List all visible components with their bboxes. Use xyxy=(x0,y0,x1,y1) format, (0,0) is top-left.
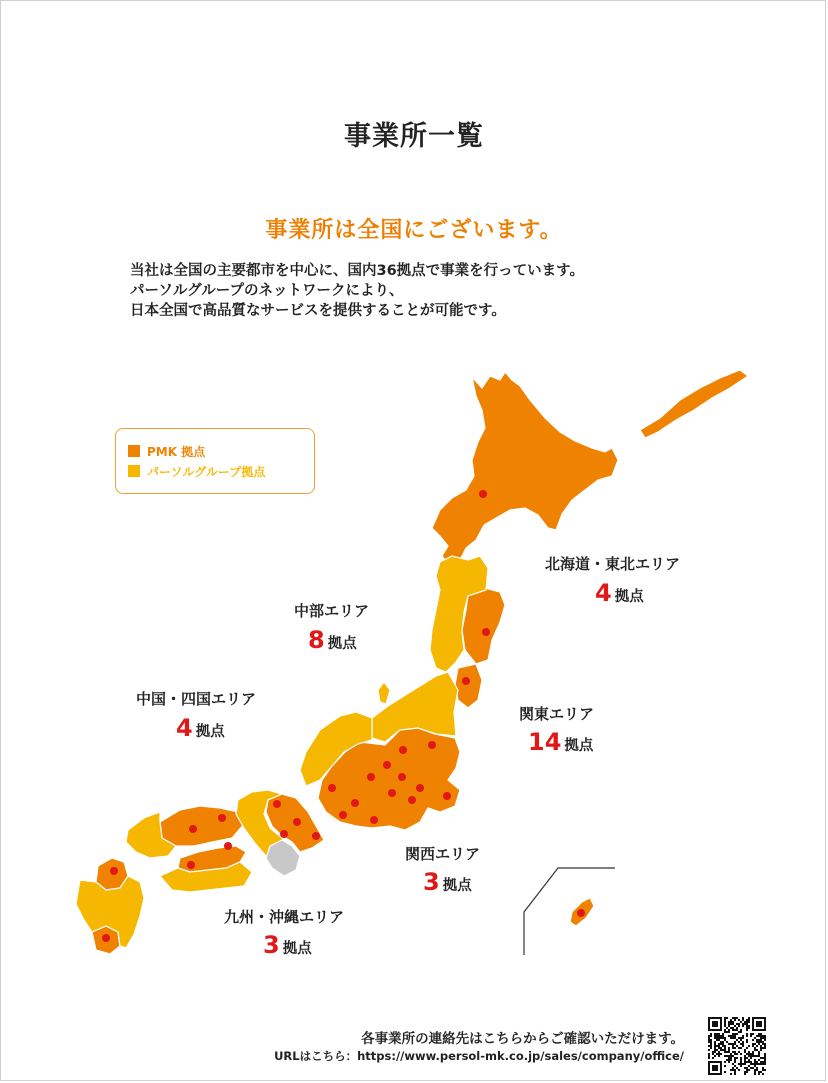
count-unit: 拠点 xyxy=(614,589,644,605)
office-marker xyxy=(339,811,347,819)
count-number: 8 xyxy=(308,626,325,654)
region-label-hokkaido-tohoku: 北海道・東北エリア xyxy=(545,555,681,573)
chugoku xyxy=(160,806,244,846)
count-unit: 拠点 xyxy=(195,724,225,740)
legend-label-group: パーソルグループ拠点 xyxy=(147,464,266,479)
office-marker xyxy=(388,789,396,797)
office-marker xyxy=(293,818,301,826)
count-number: 4 xyxy=(595,579,612,607)
kuril-islands xyxy=(640,370,748,438)
office-marker xyxy=(398,773,406,781)
footer-contact-text: 各事業所の連絡先はこちらからご確認いただけます。 xyxy=(361,1031,684,1047)
office-marker xyxy=(479,490,487,498)
count-number: 4 xyxy=(176,714,193,742)
count-unit: 拠点 xyxy=(442,878,472,894)
region-label-chugoku-shikoku: 中国・四国エリア xyxy=(136,690,257,708)
page-title: 事業所一覧 xyxy=(344,121,484,152)
count-number: 14 xyxy=(528,728,562,756)
office-marker xyxy=(370,816,378,824)
intro-line: 日本全国で高品質なサービスを提供することが可能です。 xyxy=(130,303,506,319)
office-marker xyxy=(416,784,424,792)
region-count-kanto xyxy=(528,729,593,759)
intro-line: 当社は全国の主要都市を中心に、国内36拠点で事業を行っています。 xyxy=(130,263,585,279)
ibaraki xyxy=(455,664,482,708)
legend-label-pmk: PMK 拠点 xyxy=(147,444,206,459)
office-marker xyxy=(399,746,407,754)
count-number: 3 xyxy=(423,868,440,896)
region-label-kyushu-okinawa: 九州・沖縄エリア xyxy=(224,908,345,926)
office-marker xyxy=(218,814,226,822)
intro-line: パーソルグループのネットワークにより、 xyxy=(130,283,404,299)
qr-code[interactable] xyxy=(708,1017,766,1075)
region-label-kanto: 関東エリア xyxy=(519,705,595,723)
office-marker xyxy=(280,830,288,838)
okinawa-inset-frame xyxy=(524,868,615,955)
office-marker xyxy=(224,842,232,850)
office-marker xyxy=(462,677,470,685)
office-marker xyxy=(383,761,391,769)
noto xyxy=(378,682,390,704)
region-count-hokkaido-tohoku xyxy=(595,580,644,610)
office-marker xyxy=(482,628,490,636)
count-unit: 拠点 xyxy=(564,738,594,754)
office-marker xyxy=(187,861,195,869)
page-subtitle: 事業所は全国にございます。 xyxy=(265,218,563,243)
office-marker xyxy=(367,773,375,781)
office-marker xyxy=(577,909,585,917)
office-marker xyxy=(102,934,110,942)
office-marker xyxy=(443,792,451,800)
region-label-kansai: 関西エリア xyxy=(405,845,481,863)
footer-url-link[interactable]: URLはこちら：https://www.persol-mk.co.jp/sales/company/office/ xyxy=(274,1049,684,1063)
office-marker xyxy=(351,799,359,807)
office-marker xyxy=(408,796,416,804)
region-count-chugoku-shikoku xyxy=(176,715,225,745)
region-count-kansai xyxy=(423,869,472,899)
office-marker xyxy=(189,825,197,833)
office-marker xyxy=(110,867,118,875)
count-number: 3 xyxy=(263,931,280,959)
office-marker xyxy=(428,741,436,749)
office-marker xyxy=(312,832,320,840)
region-label-chubu: 中部エリア xyxy=(294,602,370,620)
office-marker xyxy=(328,784,336,792)
count-unit: 拠点 xyxy=(282,941,312,957)
region-count-kyushu-okinawa xyxy=(263,932,312,962)
hokkaido xyxy=(432,372,618,566)
office-marker xyxy=(273,800,281,808)
tohoku-east xyxy=(462,588,505,664)
region-count-chubu xyxy=(308,627,357,657)
count-unit: 拠点 xyxy=(327,636,357,652)
